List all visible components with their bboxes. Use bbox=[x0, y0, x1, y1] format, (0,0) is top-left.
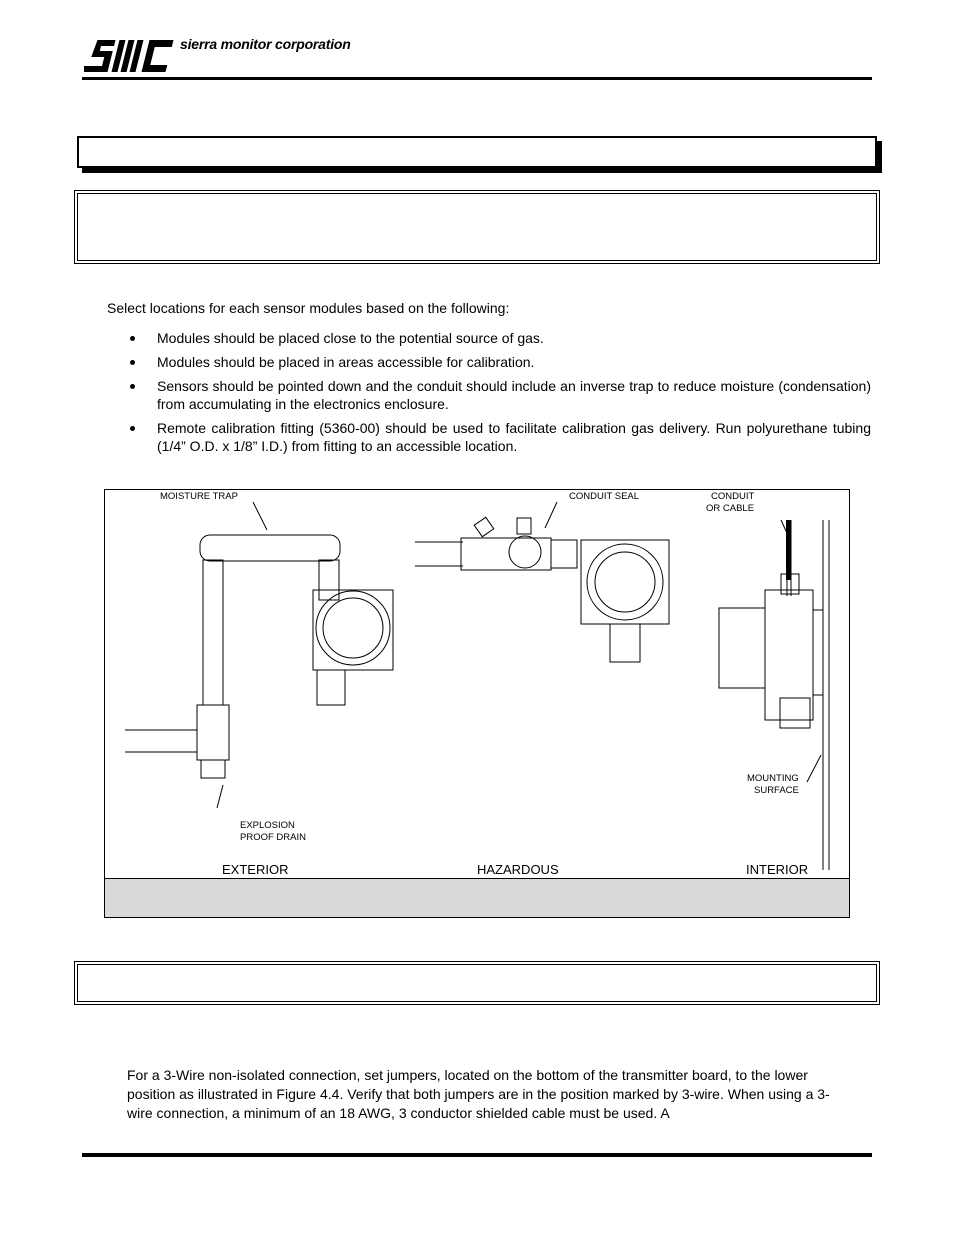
label-proof-drain: PROOF DRAIN bbox=[240, 832, 306, 843]
footer-rule bbox=[82, 1153, 872, 1157]
label-conduit: CONDUIT bbox=[711, 491, 755, 502]
company-name: sierra monitor corporation bbox=[180, 36, 351, 52]
body-paragraph: For a 3-Wire non-isolated connection, set jumpers, located on the bottom of the transmitter board, to the lower position as illustrated in Figure 4.4. Verify that both jumpers are in the position marked by 3-wire. When using a 3-wire connection, a minimum of an 18 AWG, 3 conductor shielded cable must be used. A bbox=[127, 1067, 830, 1121]
list-item: Sensors should be pointed down and the conduit should include an inverse trap to reduce moisture (condensation) from accumulating in the electronics enclosure. bbox=[127, 377, 871, 413]
label-mounting: MOUNTING bbox=[747, 773, 799, 784]
section-heading-box bbox=[77, 136, 877, 168]
intro-text: Select locations for each sensor modules based on the following: bbox=[107, 300, 510, 316]
list-item: Modules should be placed close to the potential source of gas. bbox=[127, 329, 871, 347]
list-item: Remote calibration fitting (5360-00) should be used to facilitate calibration gas delivery. Run polyurethane tubing (1/4” O.D. x 1/8” I.D.) from fitting to an accessible location. bbox=[127, 419, 871, 455]
label-surface: SURFACE bbox=[754, 785, 799, 796]
label-explosion: EXPLOSION bbox=[240, 820, 295, 831]
label-interior: INTERIOR bbox=[746, 862, 809, 877]
section-heading-box-2 bbox=[77, 964, 877, 1002]
label-conduit-seal: CONDUIT SEAL bbox=[569, 491, 640, 502]
installation-drawing bbox=[105, 490, 849, 878]
figure-caption-bar bbox=[105, 878, 849, 917]
company-logo bbox=[84, 38, 176, 74]
notice-box bbox=[77, 193, 877, 261]
label-moisture-trap: MOISTURE TRAP bbox=[160, 491, 238, 502]
guidelines-list bbox=[127, 329, 871, 461]
label-or-cable: OR CABLE bbox=[706, 503, 755, 514]
header-rule bbox=[82, 77, 872, 80]
label-exterior: EXTERIOR bbox=[222, 862, 289, 877]
label-hazardous: HAZARDOUS bbox=[477, 862, 559, 877]
list-item: Modules should be placed in areas accessible for calibration. bbox=[127, 353, 871, 371]
